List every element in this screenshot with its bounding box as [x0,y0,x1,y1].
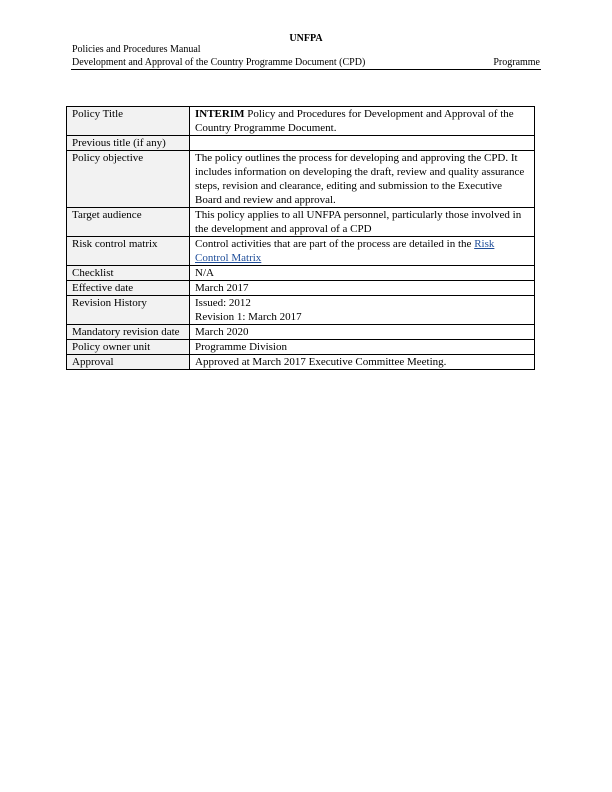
approval-label: Approval [67,355,190,370]
table-row [67,340,535,355]
header-manual-title: Policies and Procedures Manual [72,44,201,55]
table-row [67,208,535,237]
risk-control-matrix-label: Risk control matrix [67,237,190,266]
target-audience-label: Target audience [67,208,190,237]
header-section-name: Programme [493,57,540,68]
revision-one: Revision 1: March 2017 [195,311,302,323]
policy-title-text: Policy and Procedures for Development and Approval of the Country Programme Document. [195,108,514,134]
revision-history-label: Revision History [67,296,190,325]
previous-title-label: Previous title (if any) [67,136,190,151]
header-organization: UNFPA [289,33,323,44]
mandatory-revision-label: Mandatory revision date [67,325,190,340]
interim-emphasis: INTERIM [195,108,245,120]
approval-value: Approved at March 2017 Executive Committee Meeting. [190,355,535,370]
policy-owner-value: Programme Division [190,340,535,355]
header-document-title: Development and Approval of the Country Programme Document (CPD) [72,57,366,68]
table-row [67,296,535,325]
table-row [67,237,535,266]
policy-summary-table [66,106,535,370]
table-row [67,266,535,281]
policy-objective-label: Policy objective [67,151,190,208]
table-row [67,355,535,370]
checklist-label: Checklist [67,266,190,281]
effective-date-value: March 2017 [190,281,535,296]
effective-date-label: Effective date [67,281,190,296]
checklist-value: N/A [190,266,535,281]
table-row [67,107,535,136]
table-row [67,281,535,296]
target-audience-value: This policy applies to all UNFPA personnel, particularly those involved in the development and approval of a CPD [190,208,535,237]
revision-issued: Issued: 2012 [195,297,251,309]
policy-objective-value: The policy outlines the process for developing and approving the CPD. It includes information on developing the draft, review and quality assurance steps, revision and clearance, editing and submission to the Executive Board and review and approval. [190,151,535,208]
table-row [67,151,535,208]
revision-history-value [190,296,535,325]
risk-control-text: Control activities that are part of the process are detailed in the [195,238,475,250]
risk-control-matrix-link[interactable]: Risk Control Matrix [195,238,495,264]
mandatory-revision-value: March 2020 [190,325,535,340]
table-row [67,325,535,340]
header-divider [71,69,541,70]
policy-title-value [190,107,535,136]
previous-title-value [190,136,535,151]
policy-owner-label: Policy owner unit [67,340,190,355]
table-row [67,136,535,151]
policy-title-label: Policy Title [67,107,190,136]
risk-control-matrix-value [190,237,535,266]
